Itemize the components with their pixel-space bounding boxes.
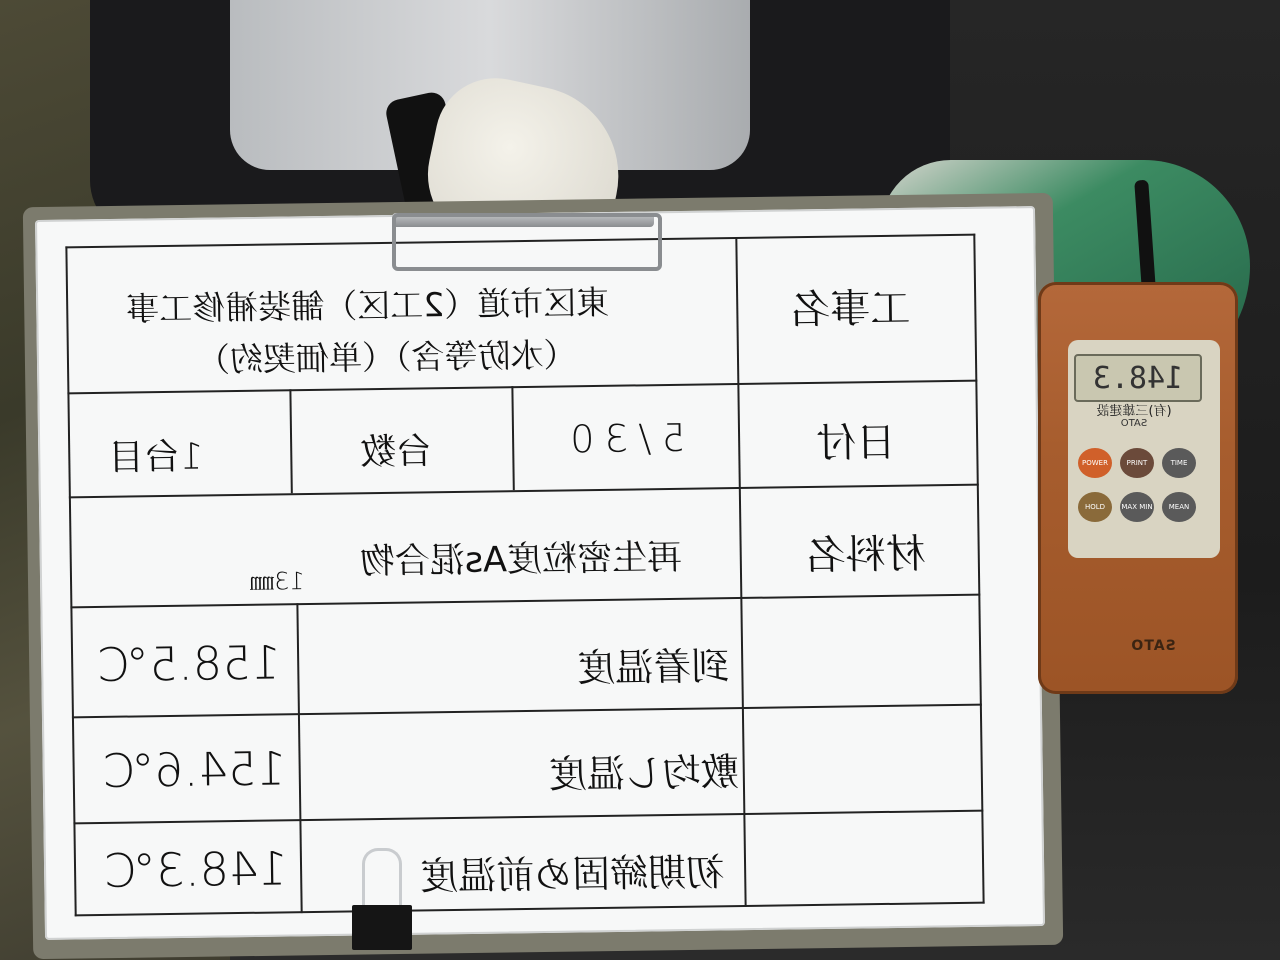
board-clip bbox=[392, 213, 662, 271]
mean-button[interactable]: MEAN bbox=[1162, 492, 1196, 522]
label-arrival-temp: 到着温度 bbox=[577, 644, 730, 691]
label-date: 日付 bbox=[815, 419, 897, 467]
power-button[interactable]: POWER bbox=[1078, 448, 1112, 478]
label-initial-compaction-temp: 初期締固め前温度 bbox=[419, 850, 725, 899]
spreading-temp-value: 154.6℃ bbox=[102, 741, 287, 798]
thermometer-owner-label: (有)三雄建設 bbox=[1096, 404, 1172, 419]
thermometer-maker: SATO bbox=[1120, 418, 1148, 429]
label-material: 材料名 bbox=[805, 531, 927, 580]
label-vehicle-count: 台数 bbox=[359, 431, 433, 474]
date-value: 5/30 bbox=[559, 415, 686, 462]
thermometer-display: 148.3 bbox=[1074, 354, 1202, 402]
binder-clip-wire bbox=[362, 848, 402, 913]
thermometer-logo: SATO bbox=[1130, 638, 1176, 654]
binder-clip bbox=[352, 905, 412, 950]
project-name-line2: （水防等含）（単価契約） bbox=[196, 335, 577, 380]
label-project-name: 工事名 bbox=[790, 285, 911, 334]
print-button[interactable]: PRINT bbox=[1120, 448, 1154, 478]
max-min-button[interactable]: MAX MIN bbox=[1120, 492, 1154, 522]
initial-compaction-temp-value: 148.3℃ bbox=[103, 841, 288, 898]
inspection-table bbox=[65, 234, 984, 917]
project-name-line1: 東区市道（2工区）舗装補修工事 bbox=[125, 282, 610, 329]
arrival-temp-value: 158.5℃ bbox=[96, 635, 281, 692]
aggregate-size: 13㎜ bbox=[249, 567, 305, 596]
material-value: 再生密粒度As混合物 bbox=[359, 537, 683, 583]
time-button[interactable]: TIME bbox=[1162, 448, 1196, 478]
hold-button[interactable]: HOLD bbox=[1078, 492, 1112, 522]
label-spreading-temp: 敷均し温度 bbox=[548, 750, 740, 797]
vehicle-count-value: 1台目 bbox=[108, 436, 204, 479]
